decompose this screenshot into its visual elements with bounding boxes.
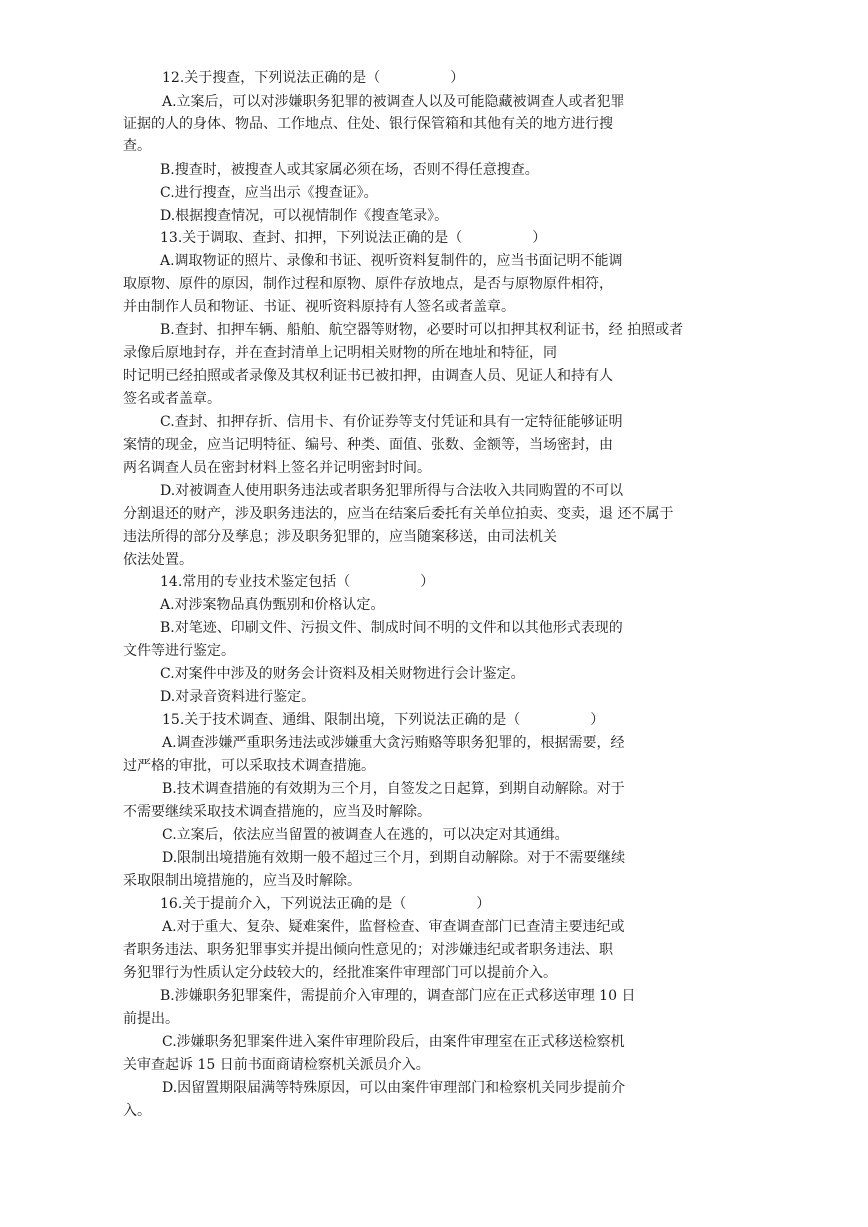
q13-option-b-cont: 签名或者盖章。 xyxy=(123,391,221,407)
q16-option-d-cont: 入。 xyxy=(123,1103,151,1119)
q14-option-b-cont: 文件等进行鉴定。 xyxy=(123,643,235,659)
q12-option-a-cont: 查。 xyxy=(123,138,151,154)
q16-option-a-cont: 者职务违法、职务犯罪事实并提出倾向性意见的；对涉嫌违纪或者职务违法、职 xyxy=(123,942,613,958)
q16-option-b: B.涉嫌职务犯罪案件，需提前介入审理的，调查部门应在正式移送审理 10 日 xyxy=(160,988,636,1004)
q15-option-c: C.立案后，依法应当留置的被调查人在逃的，可以决定对其通缉。 xyxy=(162,827,569,843)
q12-option-c: C.进行搜查，应当出示《搜查证》。 xyxy=(160,185,378,201)
q15-option-b-cont: 不需要继续采取技术调查措施的，应当及时解除。 xyxy=(123,804,431,820)
q13-option-b-cont: 时记明已经拍照或者录像及其权利证书已被扣押，由调查人员、见证人和持有人 xyxy=(123,368,613,384)
q14-option-c: C.对案件中涉及的财务会计资料及相关财物进行会计鉴定。 xyxy=(160,666,525,682)
q13-option-c: C.查封、扣押存折、信用卡、有价证券等支付凭证和具有一定特征能够证明 xyxy=(160,414,623,430)
q13-option-c-cont: 两名调查人员在密封材料上签名并记明密封时间。 xyxy=(123,460,431,476)
q13-option-d: D.对被调查人使用职务违法或者职务犯罪所得与合法收入共同购置的不可以 xyxy=(160,483,624,499)
q13-option-d-cont: 分割退还的财产，涉及职务违法的，应当在结案后委托有关单位拍卖、变卖，退 还不属于 xyxy=(123,506,674,522)
question-16-title: 16.关于提前介入，下列说法正确的是（ ） xyxy=(160,896,491,912)
q16-option-a: A.对于重大、复杂、疑难案件，监督检查、审查调查部门已查清主要违纪或 xyxy=(162,919,625,935)
q14-option-a: A.对涉案物品真伪甄别和价格认定。 xyxy=(160,597,385,613)
question-15-title: 15.关于技术调查、通缉、限制出境，下列说法正确的是（ ） xyxy=(162,712,605,728)
q16-option-a-cont: 务犯罪行为性质认定分歧较大的，经批准案件审理部门可以提前介入。 xyxy=(123,965,557,981)
q13-option-b: B.查封、扣押车辆、船舶、航空器等财物，必要时可以扣押其权利证书，经 拍照或者 xyxy=(160,322,684,338)
q15-option-d: D.限制出境措施有效期一般不超过三个月，到期自动解除。对于不需要继续 xyxy=(162,850,626,866)
q13-option-d-cont: 依法处置。 xyxy=(123,552,193,568)
q13-option-b-cont: 录像后原地封存，并在查封清单上记明相关财物的所在地址和特征，同 xyxy=(123,345,557,361)
q13-option-a: A.调取物证的照片、录像和书证、视听资料复制件的，应当书面记明不能调 xyxy=(160,253,623,269)
q14-option-b: B.对笔迹、印刷文件、污损文件、制成时间不明的文件和以其他形式表现的 xyxy=(160,620,623,636)
q14-option-d: D.对录音资料进行鉴定。 xyxy=(160,689,316,705)
question-13-title: 13.关于调取、查封、扣押，下列说法正确的是（ ） xyxy=(160,230,547,246)
q13-option-d-cont: 违法所得的部分及孳息；涉及职务犯罪的，应当随案移送，由司法机关 xyxy=(123,529,557,545)
q16-option-c-cont: 关审查起诉 15 日前书面商请检察机关派员介入。 xyxy=(123,1057,430,1073)
question-12-title: 12.关于搜查，下列说法正确的是（ ） xyxy=(162,70,465,86)
question-14-title: 14.常用的专业技术鉴定包括（ ） xyxy=(160,574,435,590)
q13-option-a-cont: 并由制作人员和物证、书证、视听资料原持有人签名或者盖章。 xyxy=(123,299,515,315)
q16-option-c: C.涉嫌职务犯罪案件进入案件审理阶段后，由案件审理室在正式移送检察机 xyxy=(162,1034,625,1050)
q15-option-a: A.调查涉嫌严重职务违法或涉嫌重大贪污贿赂等职务犯罪的，根据需要，经 xyxy=(162,735,625,751)
q15-option-b: B.技术调查措施的有效期为三个月，自签发之日起算，到期自动解除。对于 xyxy=(162,781,625,797)
q16-option-d: D.因留置期限届满等特殊原因，可以由案件审理部门和检察机关同步提前介 xyxy=(162,1080,626,1096)
q13-option-c-cont: 案情的现金，应当记明特征、编号、种类、面值、张数、金额等，当场密封，由 xyxy=(123,437,613,453)
q13-option-a-cont: 取原物、原件的原因，制作过程和原物、原件存放地点，是否与原物原件相符， xyxy=(123,276,613,292)
q15-option-a-cont: 过严格的审批，可以采取技术调查措施。 xyxy=(123,758,375,774)
q12-option-a: A.立案后，可以对涉嫌职务犯罪的被调查人以及可能隐藏被调查人或者犯罪 xyxy=(162,94,625,110)
q12-option-a-cont: 证据的人的身体、物品、工作地点、住处、银行保管箱和其他有关的地方进行搜 xyxy=(123,116,613,132)
q16-option-b-cont: 前提出。 xyxy=(123,1011,179,1027)
q12-option-b: B.搜查时，被搜查人或其家属必须在场，否则不得任意搜查。 xyxy=(160,162,539,178)
q12-option-d: D.根据搜查情况，可以视情制作《搜查笔录》。 xyxy=(160,208,449,224)
q15-option-d-cont: 采取限制出境措施的，应当及时解除。 xyxy=(123,873,361,889)
